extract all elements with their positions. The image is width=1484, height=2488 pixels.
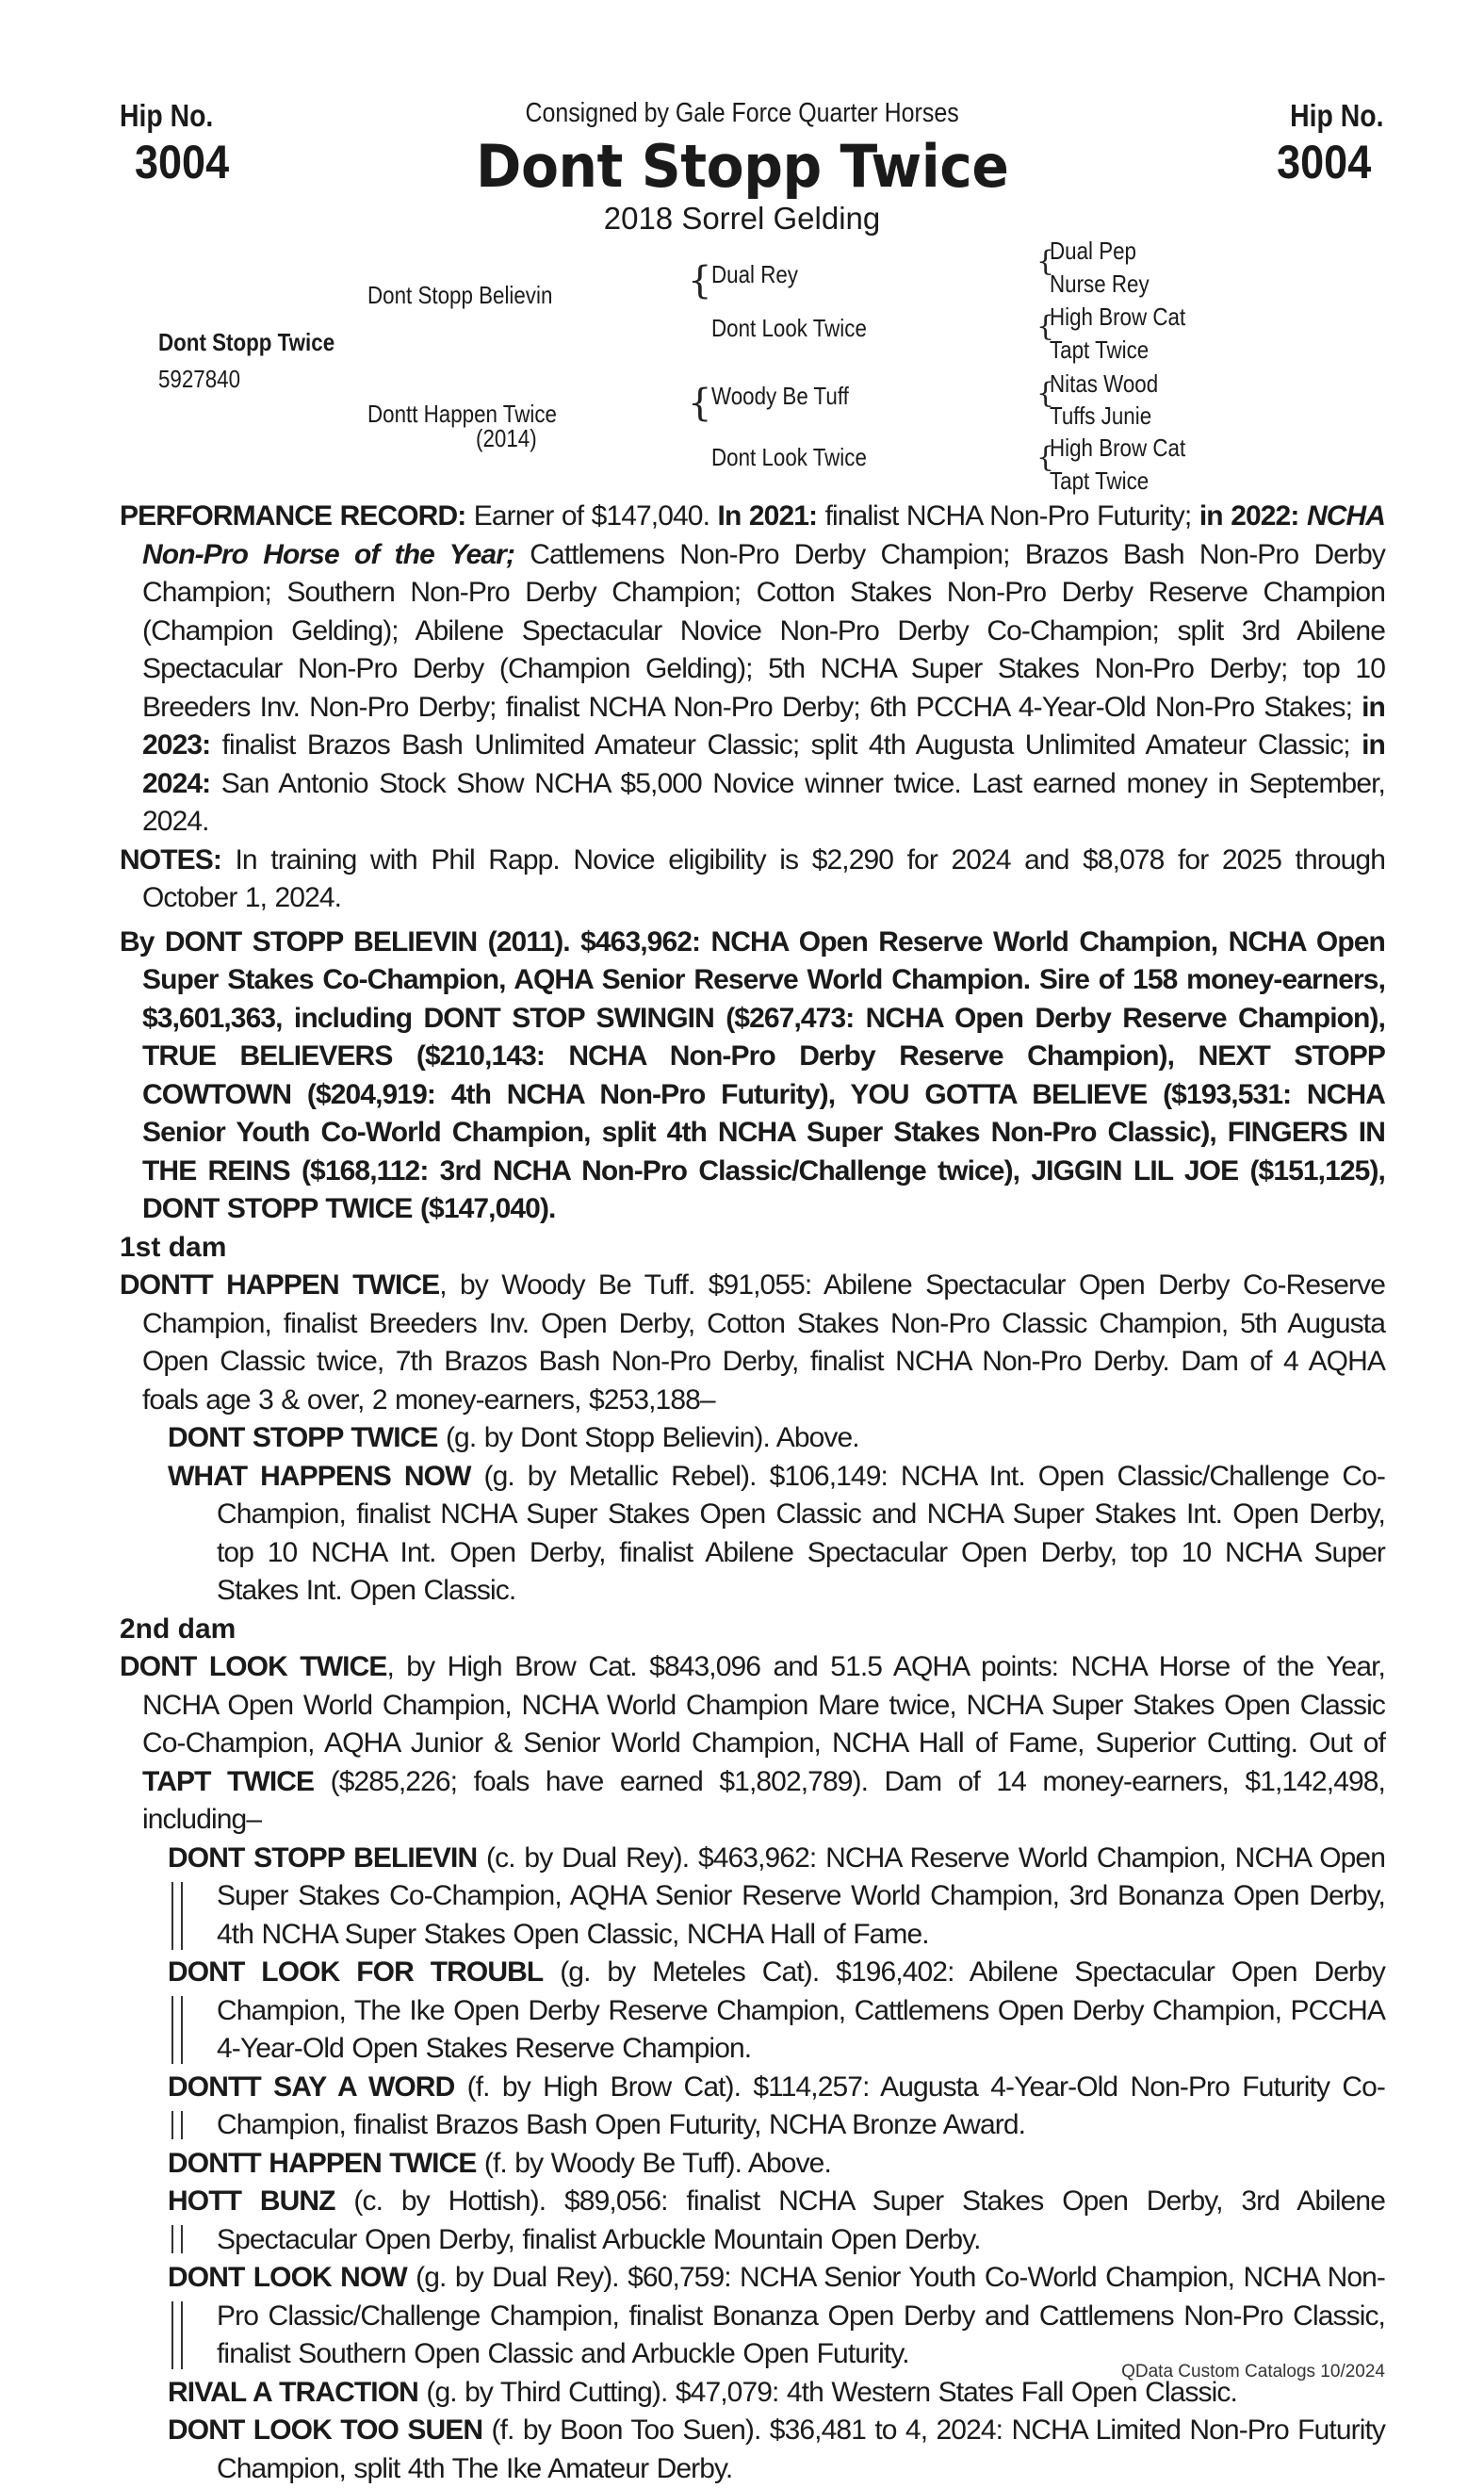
pedigree-g4: Tapt Twice bbox=[1050, 336, 1150, 364]
pedigree-subject: Dont Stopp Twice bbox=[158, 328, 335, 356]
second-dam-entry: DONT LOOK TWICE, by High Brow Cat. $843,096 and 51.5 AQHA points: NCHA Horse of the Year, NCHA Open World Champion, NCHA World Champion Mare twice, NCHA Super Stakes Open Classic Co-Champion, AQHA Junior & Senior World Champion, NCHA Hall of Fame, Superior Cutting. Out of TAPT TWICE ($285,226; foals have earned $1,802,789). Dam of 14 money-earners, $1,142,498, including– bbox=[120, 1651, 1385, 1835]
brace-icon: { bbox=[688, 259, 712, 303]
pedigree-reg-number: 5927840 bbox=[158, 365, 241, 393]
brace-icon: { bbox=[1036, 377, 1055, 410]
first-dam-entry: DONTT HAPPEN TWICE, by Woody Be Tuff. $91,055: Abilene Spectacular Open Derby Co-Reserve Champion, finalist Breeders Inv. Open Derby, Cotton Stakes Non-Pro Classic Champion, 5th Augusta Open Classic twice, 7th Brazos Bash Non-Pro Derby, finalist NCHA Non-Pro Derby. Dam of 4 AQHA foals age 3 & over, 2 money-earners, $253,188– bbox=[120, 1269, 1385, 1416]
pedigree-g7: High Brow Cat bbox=[1050, 434, 1186, 462]
pedigree-g1: Dual Pep bbox=[1050, 237, 1136, 265]
hip-number-left: 3004 bbox=[135, 136, 230, 188]
pedigree-g3: High Brow Cat bbox=[1050, 303, 1186, 331]
pedigree-g2: Nurse Rey bbox=[1050, 270, 1150, 298]
second-dam-heading: 2nd dam bbox=[120, 1612, 236, 1645]
produce-entry: DONTT HAPPEN TWICE (f. by Woody Be Tuff). Above. bbox=[168, 2147, 831, 2179]
brace-icon: { bbox=[1036, 310, 1055, 343]
produce-entry: DONTT SAY A WORD (f. by High Brow Cat). $114,257: Augusta 4-Year-Old Non-Pro Futurity Co-Champion, finalist Brazos Bash Open Futurity, NCHA Bronze Award. bbox=[168, 2071, 1385, 2140]
pedigree-dam-sire: Woody Be Tuff bbox=[711, 382, 849, 410]
producer-marker bbox=[171, 2301, 183, 2369]
pedigree-g6: Tuffs Junie bbox=[1050, 401, 1152, 430]
brace-icon: { bbox=[688, 382, 712, 425]
producer-marker bbox=[171, 1882, 183, 1950]
pedigree-sire: Dont Stopp Believin bbox=[367, 281, 553, 309]
producer-marker bbox=[171, 1996, 183, 2064]
pedigree-sire-dam: Dont Look Twice bbox=[711, 314, 867, 342]
horse-description: 2018 Sorrel Gelding bbox=[603, 201, 881, 236]
pedigree-g5: Nitas Wood bbox=[1050, 369, 1159, 398]
pedigree-dam-dam: Dont Look Twice bbox=[711, 443, 867, 471]
notes: NOTES: In training with Phil Rapp. Novice eligibility is $2,290 for 2024 and $8,078 for 2025 through October 1, 2024. bbox=[120, 843, 1385, 913]
produce-entry: DONT LOOK TOO SUEN (f. by Boon Too Suen). $36,481 to 4, 2024: NCHA Limited Non-Pro Futurity Champion, split 4th The Ike Amateur Derby. bbox=[168, 2414, 1385, 2484]
produce-entry: DONT LOOK FOR TROUBL (g. by Meteles Cat). $196,402: Abilene Spectacular Open Derby Champion, The Ike Open Derby Reserve Champion, Cattlemens Open Derby Champion, PCCHA 4-Year-Old Open Stakes Reserve Champion. bbox=[168, 1956, 1386, 2064]
pedigree-sire-sire: Dual Rey bbox=[711, 260, 798, 288]
produce-entry: DONT STOPP BELIEVIN (c. by Dual Rey). $463,962: NCHA Reserve World Champion, NCHA Open Super Stakes Co-Champion, AQHA Senior Reserve World Champion, 3rd Bonanza Open Derby, 4th NCHA Super Stakes Open Classic, NCHA Hall of Fame. bbox=[168, 1841, 1385, 1950]
hip-label-left: Hip No. bbox=[120, 98, 214, 133]
producer-marker bbox=[171, 2225, 183, 2253]
consignor-line: Consigned by Gale Force Quarter Horses bbox=[525, 98, 959, 128]
brace-icon: { bbox=[1036, 245, 1055, 278]
pedigree-dam-year: (2014) bbox=[476, 424, 537, 452]
produce-entry: DONT LOOK NOW (g. by Dual Rey). $60,759: NCHA Senior Youth Co-World Champion, NCHA Non-Pro Classic/Challenge Champion, finalist Bonanza Open Derby and Cattlemens Non-Pro Classic, finalist Southern Open Classic and Arbuckle Open Futurity. bbox=[168, 2262, 1386, 2369]
produce-entry: WHAT HAPPENS NOW (g. by Metallic Rebel). $106,149: NCHA Int. Open Classic/Challenge Co-Champion, finalist NCHA Super Stakes Open Classic and NCHA Super Stakes Int. Open Derby, top 10 NCHA Int. Open Derby, finalist Abilene Spectacular Open Derby, top 10 NCHA Super Stakes Int. Open Classic. bbox=[168, 1460, 1386, 1606]
horse-title: Dont Stopp Twice bbox=[475, 132, 1009, 201]
produce-entry: RIVAL A TRACTION (g. by Third Cutting). $47,079: 4th Western States Fall Open Classic. bbox=[168, 2376, 1237, 2408]
hip-number-right: 3004 bbox=[1276, 136, 1371, 188]
catalog-body bbox=[120, 498, 1385, 2488]
pedigree-dam: Dontt Happen Twice bbox=[367, 400, 557, 428]
performance-record: PERFORMANCE RECORD: Earner of $147,040. In 2021: finalist NCHA Non-Pro Futurity; in 2022: NCHA Non-Pro Horse of the Year; Cattlemens Non-Pro Derby Champion; Brazos Bash Non-Pro Derby Champion; Southern Non-Pro Derby Champion; Cotton Stakes Non-Pro Derby Reserve Champion (Champion Gelding); Abilene Spectacular Novice Non-Pro Derby Co-Champion; split 3rd Abilene Spectacular Non-Pro Derby (Champion Gelding); 5th NCHA Super Stakes Non-Pro Derby; top 10 Breeders Inv. Non-Pro Derby; finalist NCHA Non-Pro Derby; 6th PCCHA 4-Year-Old Non-Pro Stakes; in 2023: finalist Brazos Bash Unlimited Amateur Classic; split 4th Augusta Unlimited Amateur Classic; in 2024: San Antonio Stock Show NCHA $5,000 Novice winner twice. Last earned money in September, 2024. bbox=[120, 500, 1385, 837]
hip-label-right: Hip No. bbox=[1289, 98, 1383, 133]
brace-icon: { bbox=[1036, 441, 1055, 474]
producer-marker bbox=[171, 2111, 183, 2139]
produce-entry: HOTT BUNZ (c. by Hottish). $89,056: finalist NCHA Super Stakes Open Derby, 3rd Abilene Spectacular Open Derby, finalist Arbuckle Mountain Open Derby. bbox=[168, 2185, 1385, 2255]
catalog-footer: QData Custom Catalogs 10/2024 bbox=[1121, 2362, 1385, 2382]
first-dam-heading: 1st dam bbox=[120, 1231, 227, 1263]
pedigree-g8: Tapt Twice bbox=[1050, 466, 1150, 495]
produce-entry: DONT STOPP TWICE (g. by Dont Stopp Believin). Above. bbox=[168, 1422, 859, 1453]
sire-summary: By DONT STOPP BELIEVIN (2011). $463,962: NCHA Open Reserve World Champion, NCHA Open Super Stakes Co-Champion, AQHA Senior Reserve World Champion. Sire of 158 money-earners, $3,601,363, including DONT STOP SWINGIN ($267,473: NCHA Open Derby Reserve Champion), TRUE BELIEVERS ($210,143: NCHA Non-Pro Derby Reserve Champion), NEXT STOPP COWTOWN ($204,919: 4th NCHA Non-Pro Futurity), YOU GOTTA BELIEVE ($193,531: NCHA Senior Youth Co-World Champion, split 4th NCHA Super Stakes Non-Pro Classic), FINGERS IN THE REINS ($168,112: 3rd NCHA Non-Pro Classic/Challenge twice), JIGGIN LIL JOE ($151,125), DONT STOPP TWICE ($147,040). bbox=[120, 925, 1385, 1224]
